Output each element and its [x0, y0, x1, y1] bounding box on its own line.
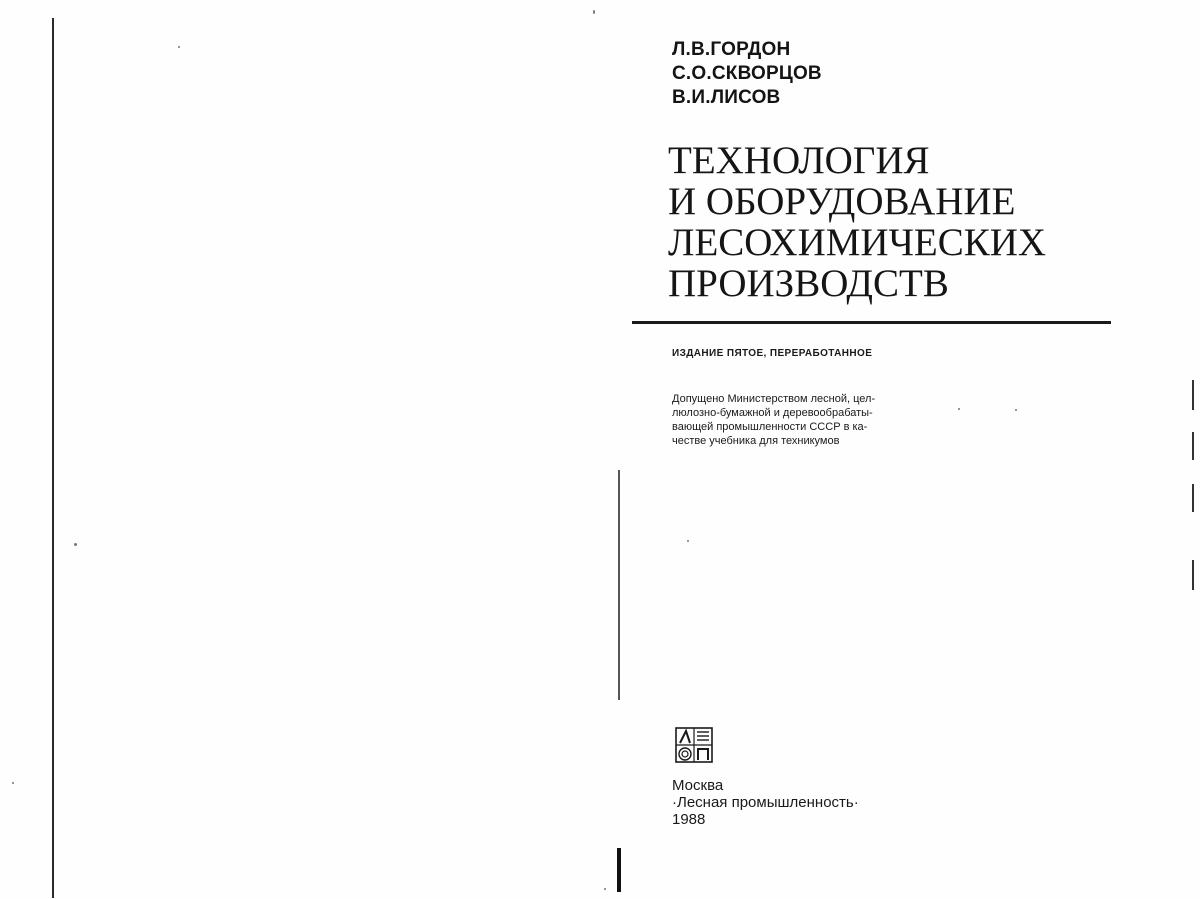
imprint-city: Москва: [672, 777, 724, 794]
author-name: Л.В.ГОРДОН: [672, 39, 791, 60]
author-name: В.И.ЛИСОВ: [672, 87, 781, 108]
approval-line: люлозно-бумажной и деревообрабаты-: [672, 407, 873, 419]
book-title-line: ТЕХНОЛОГИЯ: [668, 139, 930, 182]
approval-note: [672, 392, 934, 448]
book-title-line: И ОБОРУДОВАНИЕ: [668, 180, 1016, 223]
title-rule: [632, 321, 1111, 324]
scan-speck: [593, 10, 595, 14]
scan-speck: [1015, 409, 1017, 411]
edition-note: ИЗДАНИЕ ПЯТОЕ, ПЕРЕРАБОТАННОЕ: [672, 348, 873, 359]
page-gutter-shadow: [617, 848, 621, 892]
right-page-edge: [1192, 432, 1194, 460]
imprint-publisher: ·Лесная промышленность·: [672, 794, 859, 811]
approval-line: вающей промышленности СССР в ка-: [672, 421, 868, 433]
book-title-line: ЛЕСОХИМИЧЕСКИХ: [668, 221, 1047, 264]
scan-speck: [687, 540, 689, 542]
scan-speck: [74, 543, 77, 546]
publisher-logo-icon: [675, 727, 713, 763]
approval-line: честве учебника для техникумов: [672, 435, 840, 447]
right-page-edge: [1192, 380, 1194, 410]
scan-speck: [604, 888, 606, 890]
left-page-edge: [52, 18, 54, 898]
approval-line: Допущено Министерством лесной, цел-: [672, 393, 876, 405]
scan-speck: [12, 782, 14, 784]
scan-speck: [178, 46, 180, 48]
imprint: [672, 777, 859, 828]
author-name: С.О.СКВОРЦОВ: [672, 63, 822, 84]
page-gutter: [618, 470, 620, 700]
right-page-edge: [1192, 484, 1194, 512]
imprint-year: 1988: [672, 811, 706, 828]
author-list: [672, 38, 822, 110]
book-title-line: ПРОИЗВОДСТВ: [668, 262, 949, 305]
scan-speck: [958, 408, 960, 410]
book-title: [668, 140, 1046, 304]
right-page-edge: [1192, 560, 1194, 590]
